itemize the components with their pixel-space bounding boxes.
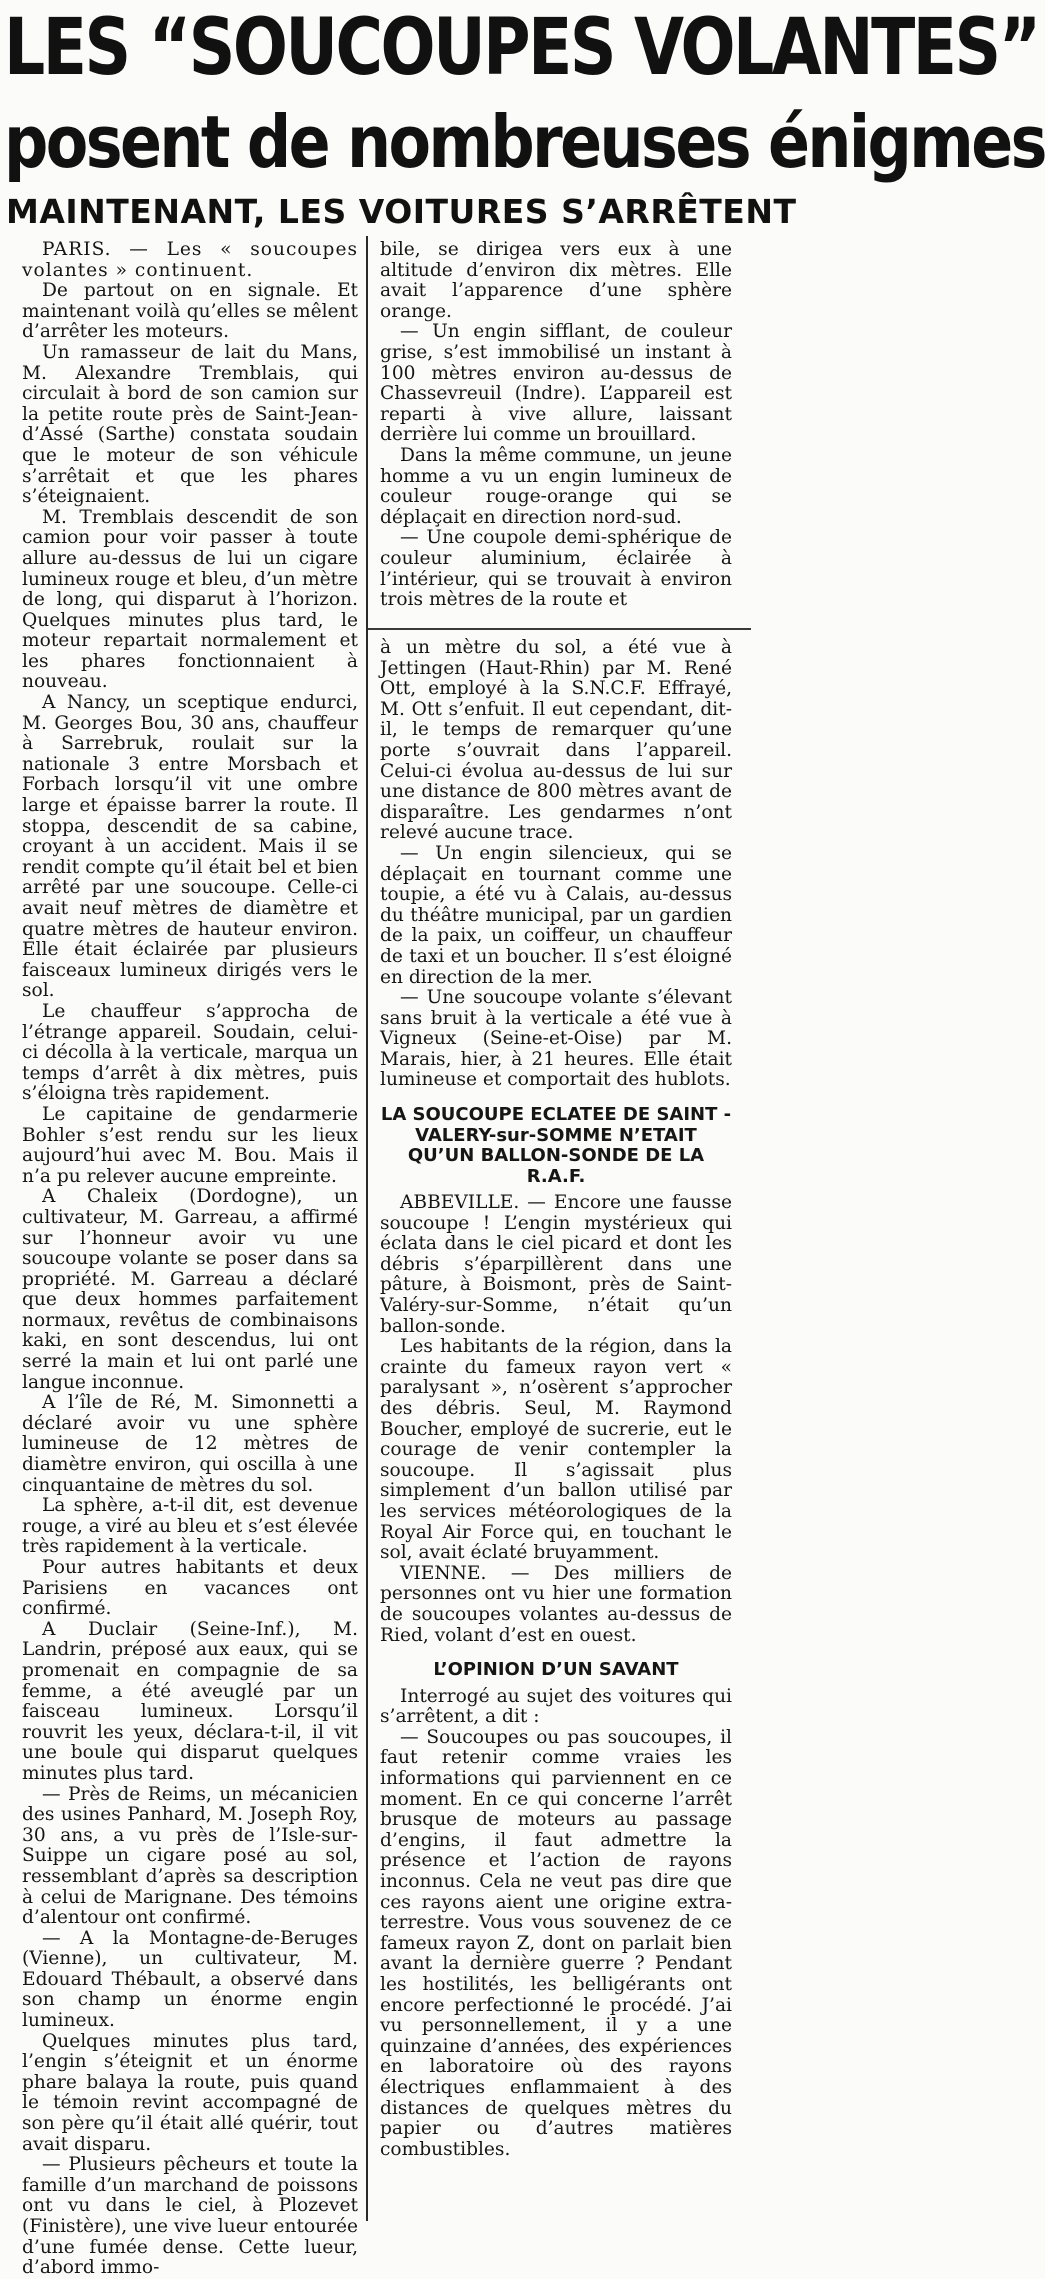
paragraph: A Nancy, un sceptique endurci, M. Georges Bou, 30 ans, chauffeur à Sarrebruk, roulait sur la nationale 3 entre Morsbach et Forbach lorsqu’il vit une ombre large et épaisse barrer la route. Il stoppa, descendit de sa cabine, croyant à un accident. Mais il se rendit compte qu’il était bel et bien arrêté par une soucoupe. Celle-ci avait neuf mètres de diamètre et quatre mètres de hauteur environ. Elle était éclairée par plusieurs faisceaux lumineux dirigés vers le sol. (22, 692, 358, 1002)
paragraph: A Duclair (Seine-Inf.), M. Landrin, préposé aux eaux, qui se promenait en compagnie de sa femme, a été aveuglé par un faisceau lumineux. Lorsqu’il rouvrit les yeux, déclara-t-il, il vit une boule qui disparut quelques minutes plus tard. (22, 1618, 358, 1784)
paragraph: De partout on en signale. Et maintenant voilà qu’elles se mêlent d’arrêter les moteurs. (22, 280, 358, 343)
paragraph: — Une soucoupe volante s’élevant sans bruit à la verticale a été vue à Vigneux (Seine-et-Oise) par M. Marais, hier, à 21 heures. Elle était lumineuse et comportait des hublots. (380, 987, 732, 1091)
paragraph: à un mètre du sol, a été vue à Jettingen (Haut-Rhin) par M. René Ott, employé à la S.N.C.F. Effrayé, M. Ott s’enfuit. Il eut cependant, dit-il, le temps de remarquer qu’une porte s’ouvrait dans l’appareil. Celui-ci évolua au-dessus de lui sur une distance de 800 mètres avant de disparaître. Les gendarmes n’ont relevé aucune trace. (380, 637, 732, 844)
paragraph: Le chauffeur s’approcha de l’étrange appareil. Soudain, celui-ci décolla à la verticale, marqua un temps d’arrêt à dix mètres, puis s’éloigna très rapidement. (22, 1000, 358, 1105)
paragraph: A l’île de Ré, M. Simonnetti a déclaré avoir vu une sphère lumineuse de 12 mètres de diamètre environ, qui oscilla à une cinquantaine de mètres du sol. (22, 1392, 358, 1496)
paragraph: — A la Montagne-de-Beruges (Vienne), un cultivateur, M. Edouard Thébault, a observé dans son champ un énorme engin lumineux. (22, 1927, 358, 2032)
paragraph: Un ramasseur de lait du Mans, M. Alexandre Tremblais, qui circulait à bord de son camion sur la petite route près de Saint-Jean-d’Assé (Sarthe) constata soudain que le moteur de son véhicule s’arrêtait et que les phares s’éteignaient. (22, 341, 358, 508)
paragraph: Interrogé au sujet des voitures qui s’arrêtent, a dit : (380, 1685, 732, 1728)
article-column-left (22, 240, 358, 2279)
paragraph: ABBEVILLE. — Encore une fausse soucoupe ! L’engin mystérieux qui éclata dans le ciel picard et dont les débris s’éparpillèrent dans une pâture, à Boismont, près de Saint-Valéry-sur-Somme, n’était qu’un ballon-sonde. (380, 1192, 732, 1337)
section-divider (368, 628, 751, 630)
paragraph: Le capitaine de gendarmerie Bohler s’est rendu sur les lieux aujourd’hui avec M. Bou. Mais il n’a pu relever aucune empreinte. (22, 1103, 358, 1187)
subheading-ballon-sonde: LA SOUCOUPE ECLATEE DE SAINT - VALERY-sur-SOMME N’ETAIT QU’UN BALLON-SONDE DE LA R.A.F. (380, 1104, 732, 1187)
article-column-right-bottom (380, 638, 732, 2160)
paragraph: La sphère, a-t-il dit, est devenue rouge, a viré au bleu et s’est élevée très rapidement à la verticale. (22, 1495, 358, 1558)
article-column-right-top (380, 240, 732, 611)
paragraph: — Plusieurs pêcheurs et toute la famille d’un marchand de poissons ont vu dans le ciel, à Plozevet (Finistère), une vive lueur entourée d’une fumée dense. Cette lueur, d’abord immo- (22, 2154, 358, 2279)
column-divider (366, 236, 368, 2221)
paragraph: Quelques minutes plus tard, l’engin s’éteignit et un énorme phare balaya la route, puis quand le témoin revint accompagné de son père qu’il était allé quérir, tout avait disparu. (22, 2030, 358, 2155)
paragraph: — Près de Reims, un mécanicien des usines Panhard, M. Joseph Roy, 30 ans, a vu près de l’Isle-sur-Suippe un cigare posé au sol, ressemblant d’après sa description à celui de Marignane. Des témoins d’alentour ont confirmé. (22, 1783, 358, 1929)
paragraph: A Chaleix (Dordogne), un cultivateur, M. Garreau, a affirmé sur l’honneur avoir vu une soucoupe volante se poser dans sa propriété. M. Garreau a déclaré que deux hommes parfaitement normaux, revêtus de combinaisons kaki, en sont descendus, lui ont serré la main et lui ont parlé une langue inconnue. (22, 1186, 358, 1393)
paragraph: — Un engin sifflant, de couleur grise, s’est immobilisé un instant à 100 mètres environ au-dessus de Chassevreuil (Indre). L’appareil est reparti à vive allure, laissant derrière lui comme un brouillard. (380, 321, 732, 446)
paragraph: bile, se dirigea vers eux à une altitude d’environ dix mètres. Elle avait l’apparence d’une sphère orange. (380, 239, 732, 322)
headline-kicker: MAINTENANT, LES VOITURES S’ARRÊTENT (6, 192, 797, 231)
paragraph: Les habitants de la région, dans la crainte du fameux rayon vert « paralysant », n’osèrent s’approcher des débris. Seul, M. Raymond Boucher, employé de sucrerie, eut le courage de venir contempler la soucoupe. Il s’agissait plus simplement d’un ballon utilisé par les services météorologiques de la Royal Air Force qui, en touchant le sol, avait éclaté bruyamment. (380, 1336, 732, 1564)
paragraph: — Soucoupes ou pas soucoupes, il faut retenir comme vraies les informations qui parviennent en ce moment. En ce qui concerne l’arrêt brusque de moteurs au passage d’engins, il faut admettre la présence et l’action de rayons inconnus. Cela ne veut pas dire que ces rayons aient une origine extra-terrestre. Vous vous souvenez de ce fameux rayon Z, dont on parlait bien avant la dernière guerre ? Pendant les hostilités, les belligérants ont encore perfectionné le procédé. J’ai vu personnellement, il y a une quinzaine d’années, des expériences en laboratoire où des rayons électriques enflammaient à des distances de quelques mètres du papier ou d’autres matières combustibles. (380, 1726, 732, 2160)
paragraph: VIENNE. — Des milliers de personnes ont vu hier une formation de soucoupes volantes au-dessus de Ried, volant d’est en ouest. (380, 1562, 732, 1646)
headline-main: LES “SOUCOUPES VOLANTES” (4, 3, 1039, 93)
paragraph: — Une coupole demi-sphérique de couleur aluminium, éclairée à l’intérieur, qui se trouvait à environ trois mètres de la route et (380, 527, 732, 611)
headline-sub: posent de nombreuses énigmes (4, 100, 1045, 184)
paragraph: Dans la même commune, un jeune homme a vu un engin lumineux de couleur rouge-orange qui se déplaçait en direction nord-sud. (380, 444, 732, 528)
paragraph: M. Tremblais descendit de son camion pour voir passer à toute allure au-dessus de lui un cigare lumineux rouge et bleu, d’un mètre de long, qui disparut à l’horizon. Quelques minutes plus tard, le moteur repartait normalement et les phares fonctionnaient à nouveau. (22, 506, 358, 693)
paragraph: — Un engin silencieux, qui se déplaçait en tournant comme une toupie, a été vu à Calais, au-dessus du théâtre municipal, par un gardien de la paix, un coiffeur, un chauffeur de taxi et un boucher. Il s’est éloigné en direction de la mer. (380, 842, 732, 988)
subheading-opinion: L’OPINION D’UN SAVANT (433, 1659, 679, 1681)
paragraph: Pour autres habitants et deux Parisiens en vacances ont confirmé. (22, 1557, 358, 1620)
paragraph: PARIS. — Les « soucoupes volantes » continuent. (22, 239, 358, 281)
